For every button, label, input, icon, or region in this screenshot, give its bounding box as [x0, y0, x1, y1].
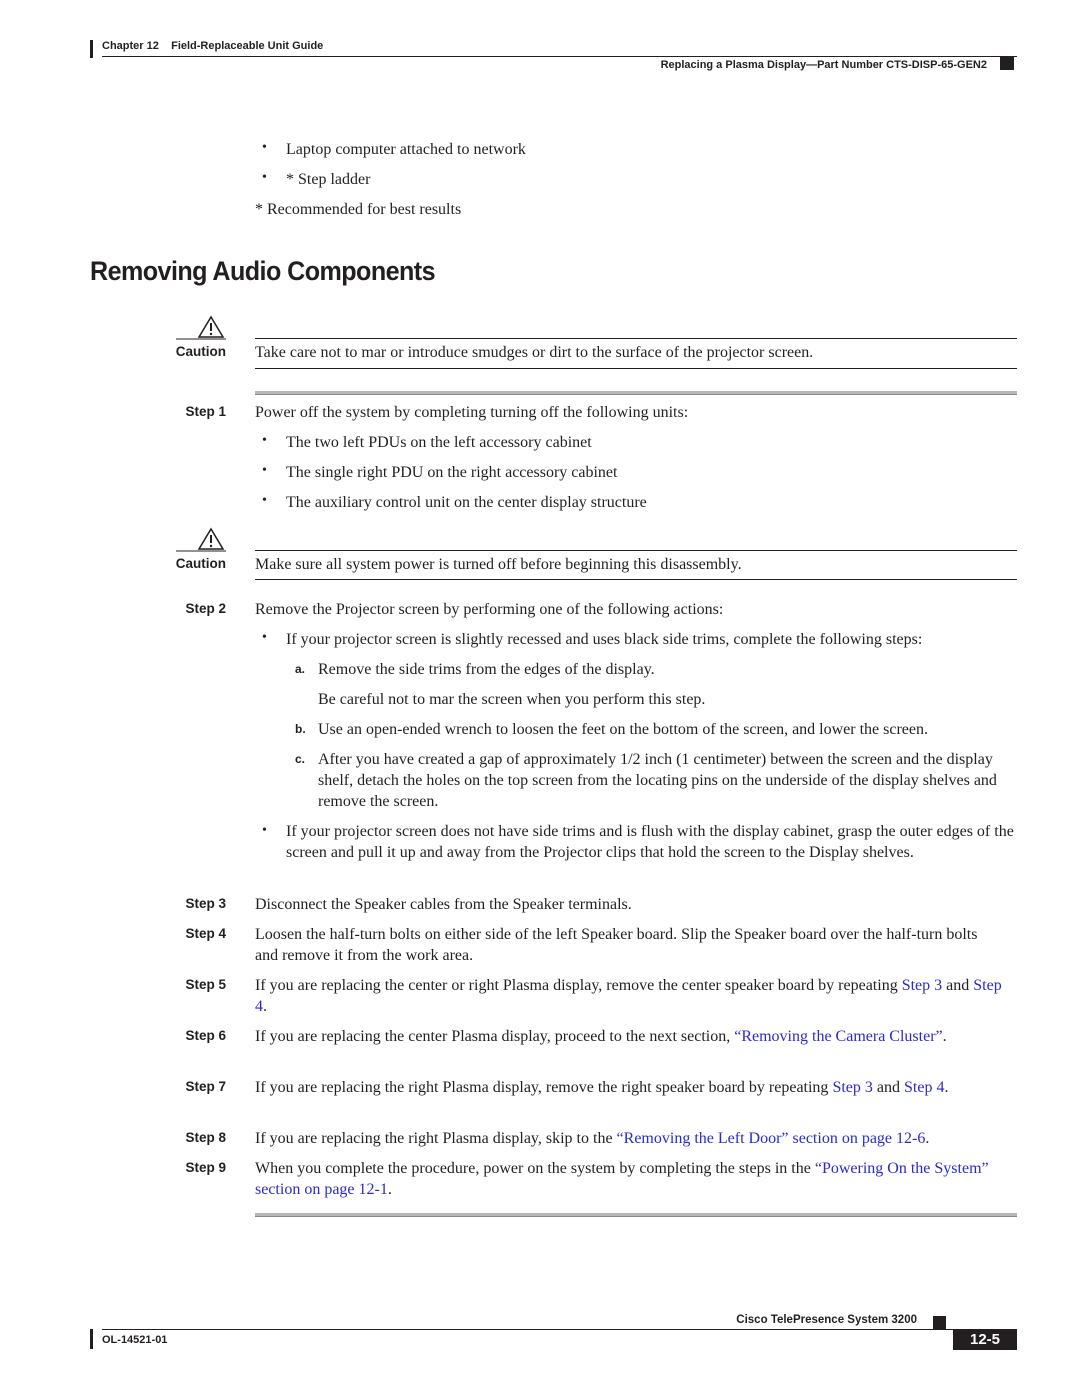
step-text [255, 975, 1015, 1017]
and-text: and [942, 977, 974, 994]
top-note: * Recommended for best results [255, 201, 462, 218]
caution-text: Take care not to mar or introduce smudges or dirt to the surface of the projector screen. [255, 344, 814, 361]
step-text [255, 1077, 1015, 1098]
step-text-body: If you are replacing the right Plasma display, remove the right speaker board by repeating [255, 1079, 833, 1096]
step-label: Step 8 [185, 1130, 226, 1145]
caution-icon [176, 526, 226, 552]
sub-step-note: Be careful not to mar the screen when you perform this step. [318, 691, 706, 708]
step-label: Step 6 [185, 1028, 226, 1043]
step-bullet: If your projector screen is slightly recessed and uses black side trims, complete the following steps: [286, 631, 923, 648]
section-heading: Removing Audio Components [90, 256, 436, 286]
step-label: Step 7 [185, 1079, 226, 1094]
section-divider [255, 1213, 1017, 1217]
step-text: Power off the system by completing turning off the following units: [255, 404, 689, 421]
step-label: Step 2 [185, 601, 226, 616]
step-text: Loosen the half-turn bolts on either side of the left Speaker board. Slip the Speaker board over the half-turn bolts and remove it from the work area. [255, 926, 978, 964]
period-text: . [263, 998, 267, 1015]
period-text: . [944, 1079, 949, 1096]
powering-on-system-link[interactable]: “Powering On the System” section on page 12-1 [255, 1160, 989, 1198]
sub-step-text: Remove the side trims from the edges of the display. [318, 661, 655, 678]
caution-label: Caution [175, 556, 226, 571]
header-left-marker [90, 40, 93, 58]
caution-bottom-rule [255, 579, 1017, 580]
period-text: . [387, 1181, 392, 1198]
step-label: Step 9 [185, 1160, 226, 1175]
header-chapter [102, 40, 323, 52]
sub-step-letter: c. [295, 752, 306, 766]
sub-step-text: After you have created a gap of approximately 1/2 inch (1 centimeter) between the screen and the display shelf, detach the holes on the top screen from the locating pins on the underside of the display shelves and remove the screen. [318, 751, 997, 810]
header-rule [102, 56, 1017, 57]
step-3-link[interactable]: Step 3 [832, 1079, 873, 1096]
footer-left-marker [90, 1329, 93, 1349]
footer-right-marker [933, 1316, 946, 1329]
step-text-body: If you are replacing the center Plasma display, proceed to the next section, [255, 1028, 735, 1045]
step-label: Step 5 [185, 977, 226, 992]
header-right-marker [1000, 57, 1014, 70]
step-bullet: The single right PDU on the right accessory cabinet [286, 464, 618, 481]
step-bullet: If your projector screen does not have side trims and is flush with the display cabinet, grasp the outer edges of the screen and pull it up and away from the Projector clips that hold the screen to the Display shelves. [286, 823, 1014, 861]
step-text [255, 1158, 1015, 1200]
step-text-body: If you are replacing the center or right Plasma display, remove the center speaker board by repeating [255, 977, 898, 994]
step-text-body: When you complete the procedure, power on the system by completing the steps in the [255, 1160, 815, 1177]
step-text: Disconnect the Speaker cables from the Speaker terminals. [255, 896, 632, 913]
footer-product-name: Cisco TelePresence System 3200 [736, 1314, 917, 1326]
bullet-icon: • [262, 170, 267, 185]
step-text: Remove the Projector screen by performing one of the following actions: [255, 601, 724, 618]
and-text: and [872, 1079, 904, 1096]
step-label: Step 3 [185, 896, 226, 911]
top-list-item: * Step ladder [286, 171, 371, 188]
section-divider [255, 391, 1017, 395]
top-list-item: Laptop computer attached to network [286, 141, 526, 158]
header-chapter-title: Field-Replaceable Unit Guide [171, 40, 324, 52]
bullet-icon: • [262, 140, 267, 155]
footer-rule [102, 1329, 1017, 1330]
caution-top-rule [255, 338, 1017, 339]
step-text [255, 1128, 1030, 1149]
bullet-icon: • [262, 463, 267, 478]
caution-label: Caution [175, 344, 226, 359]
header-chapter-number: Chapter 12 [102, 40, 159, 52]
sub-step-letter: a. [295, 662, 306, 676]
bullet-icon: • [262, 630, 267, 645]
bullet-icon: • [262, 823, 267, 838]
footer-page-number: 12-5 [969, 1331, 1001, 1348]
step-4-link[interactable]: Step 4 [904, 1079, 945, 1096]
sub-step-letter: b. [295, 722, 306, 736]
period-text: . [925, 1130, 930, 1147]
step-3-link[interactable]: Step 3 [901, 977, 943, 994]
sub-step-text: Use an open-ended wrench to loosen the feet on the bottom of the screen, and lower the screen. [318, 721, 928, 738]
caution-bottom-rule [255, 368, 1017, 369]
removing-left-door-link[interactable]: “Removing the Left Door” section on page 12-6 [616, 1130, 926, 1147]
removing-camera-cluster-link[interactable]: “Removing the Camera Cluster” [734, 1028, 943, 1045]
caution-top-rule [255, 550, 1017, 551]
caution-icon [176, 314, 226, 340]
period-text: . [942, 1028, 947, 1045]
bullet-icon: • [262, 493, 267, 508]
step-label: Step 4 [185, 926, 226, 941]
header-section-title: Replacing a Plasma Display—Part Number CTS-DISP-65-GEN2 [660, 59, 987, 71]
bullet-icon: • [262, 433, 267, 448]
footer-doc-number: OL-14521-01 [102, 1334, 168, 1346]
step-text-body: If you are replacing the right Plasma display, skip to the [255, 1130, 617, 1147]
step-bullet: The two left PDUs on the left accessory cabinet [286, 434, 592, 451]
caution-text: Make sure all system power is turned off before beginning this disassembly. [255, 556, 742, 573]
step-label: Step 1 [185, 404, 226, 419]
step-text [255, 1026, 995, 1047]
step-bullet: The auxiliary control unit on the center display structure [286, 494, 647, 511]
step-4-link[interactable]: Step 4 [255, 977, 1002, 1015]
